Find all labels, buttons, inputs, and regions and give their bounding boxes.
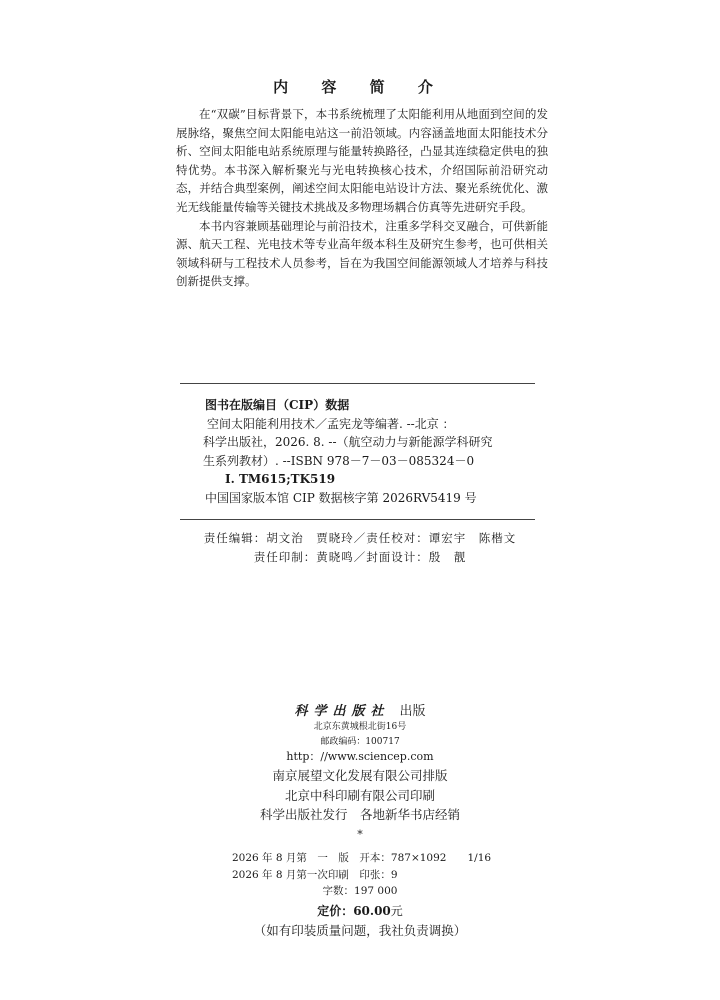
separator-star: *	[357, 828, 363, 841]
publisher-postcode: 邮政编码：100717	[320, 737, 400, 747]
quality-notice: （如有印装质量问题，我社负责调换）	[253, 923, 467, 938]
intro-paragraph-1: 在“双碳”目标背景下，本书系统梳理了太阳能利用从地面到空间的发展脉络，聚焦空间太阳能电站这一前沿领域。内容涵盖地面太阳能技术分析、空间太阳能电站系统原理与能量转换路径，凸显其连续稳定供电的独特优势。本书深入解析聚光与光电转换核心技术，介绍国际前沿研究动态，并结合典型案例，阐述空间太阳能电站设计方法、聚光系统优化、激光无线能量传输等关键技术挑战及多物理场耦合仿真等先进研究手段。	[176, 107, 548, 214]
credits-line-2: 责任印制：黄晓鸣／封面设计：殷 靓	[253, 550, 467, 564]
cip-library-number: 中国国家版本馆 CIP 数据核字第 2026RV5419 号	[205, 490, 477, 505]
intro-text	[176, 105, 548, 291]
publisher-logo: 科学出版社	[294, 704, 390, 719]
publisher-name	[0, 700, 720, 719]
publisher-suffix: 出版	[399, 704, 426, 719]
credits	[0, 529, 720, 567]
cip-block	[205, 396, 545, 507]
word-count: 字数：197 000	[322, 885, 398, 897]
publisher-website: http：//www.sciencep.com	[286, 750, 434, 763]
price-label: 定价：	[317, 904, 354, 918]
cip-heading: 图书在版编目（CIP）数据	[205, 398, 350, 412]
price-unit: 元	[390, 904, 403, 918]
typesetter: 南京展望文化发展有限公司排版	[272, 768, 448, 783]
price	[0, 902, 720, 919]
cip-line-3: 生系列教材）. --ISBN 978－7－03－085324－0	[203, 453, 475, 468]
cip-classification: Ⅰ. TM615;TK519	[225, 472, 336, 486]
price-value: 60.00	[353, 904, 391, 918]
cip-line-2: 科学出版社，2026. 8. --（航空动力与新能源学科研究	[203, 435, 493, 449]
publisher-address: 北京东黄城根北街16号	[313, 722, 407, 732]
cip-top-rule	[180, 383, 535, 384]
cip-line-1: 空间太阳能利用技术／孟宪龙等编著. --北京 ：	[207, 416, 455, 431]
cip-bottom-rule	[180, 519, 535, 520]
printer: 北京中科印刷有限公司印刷	[284, 788, 435, 803]
intro-paragraph-2: 本书内容兼顾基础理论与前沿技术，注重多学科交叉融合，可供新能源、航天工程、光电技术等专业高年级本科生及研究生参考，也可供相关领域科研与工程技术人员参考，旨在为我国空间能源领域人才培养与科技创新提供支撑。	[176, 218, 548, 289]
printing-line: 2026 年 8 月第一次印刷 印张：9	[232, 869, 398, 881]
edition-line: 2026 年 8 月第 一 版 开本：787×1092 1/16	[232, 852, 492, 864]
intro-title: 内 容 简 介	[273, 78, 447, 96]
credits-line-1: 责任编辑：胡文治 贾晓玲／责任校对：谭宏宇 陈楷文	[203, 531, 517, 545]
distribution: 科学出版社发行 各地新华书店经销	[259, 807, 460, 822]
